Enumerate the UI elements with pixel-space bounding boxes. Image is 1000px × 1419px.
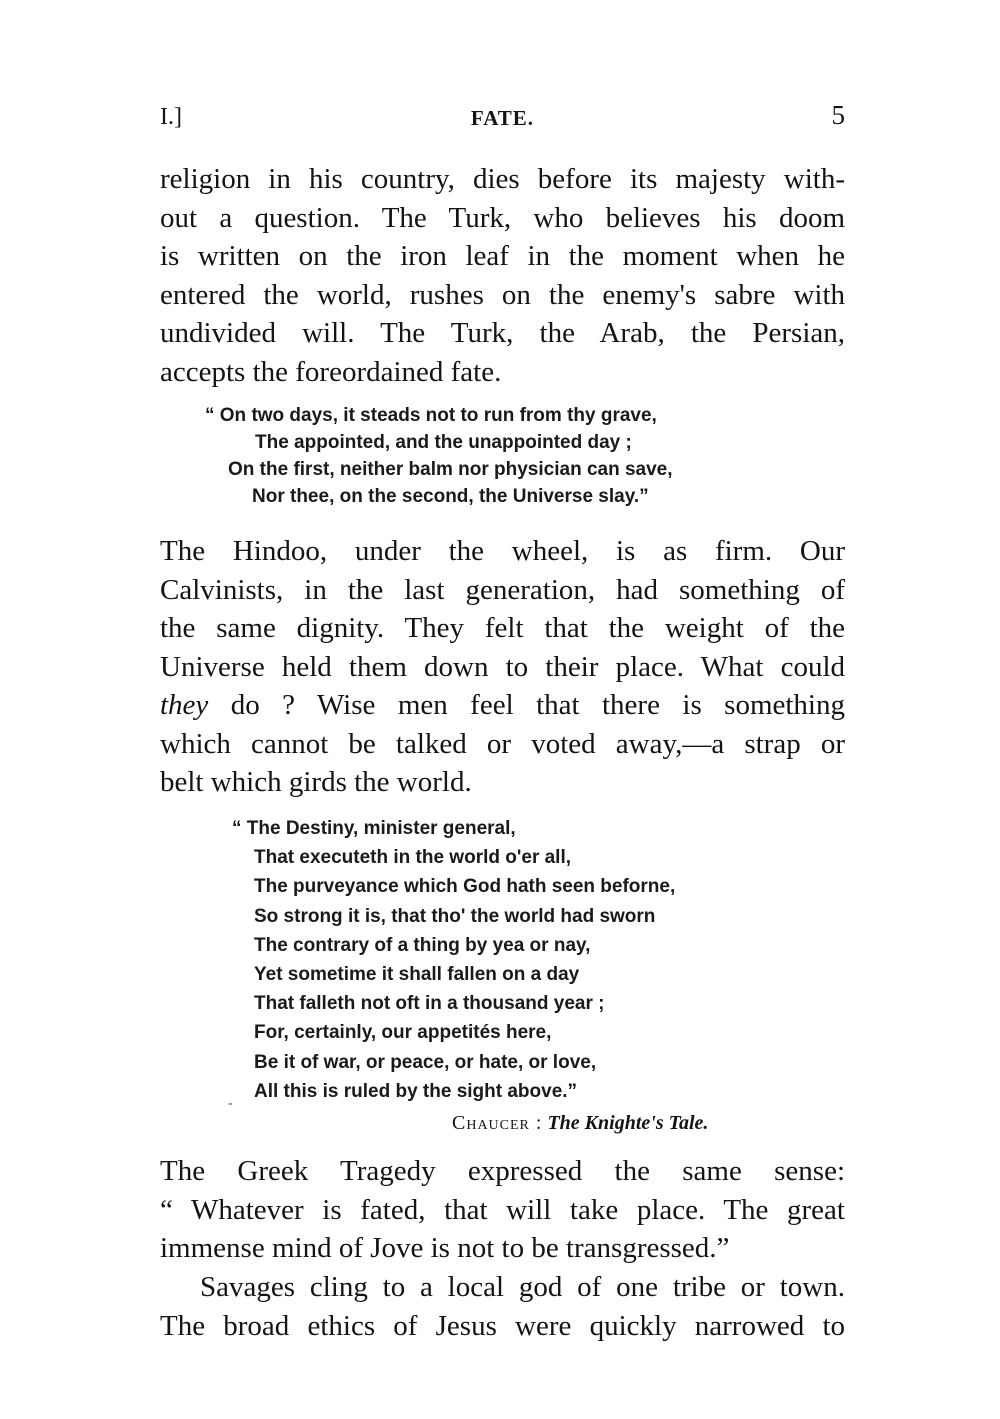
paragraph-2: [160, 532, 845, 802]
verse-line: So strong it is, that tho' the world had sworn: [254, 905, 656, 927]
text-line: the same dignity. They felt that the weight of the: [160, 612, 845, 644]
attribution-author: Chaucer :: [452, 1112, 543, 1134]
verse-line: The contrary of a thing by yea or nay,: [254, 934, 591, 956]
text-line: accepts the foreordained fate.: [160, 355, 502, 388]
text-line: The broad ethics of Jesus were quickly narrowed to: [160, 1309, 845, 1342]
page-number: 5: [831, 100, 845, 130]
text-line: The Greek Tragedy expressed the same sense:: [160, 1155, 845, 1187]
text-line: [160, 686, 845, 725]
verse-line: That falleth not oft in a thousand year ;: [254, 993, 605, 1015]
text-line: immense mind of Jove is not to be transgressed.”: [160, 1232, 730, 1264]
italic-word: they: [160, 689, 209, 721]
verse-line: All this is ruled by the sight above.”: [254, 1080, 578, 1102]
text-line: “ Whatever is fated, that will take place. The great: [160, 1193, 845, 1226]
text-fragment: do ? Wise men feel that there is something: [208, 689, 845, 721]
verse-line: Be it of war, or peace, or hate, or love,: [254, 1051, 597, 1073]
verse-line: “ On two days, it steads not to run from thy grave,: [205, 405, 657, 426]
verse-line: On the first, neither balm nor physician can save,: [228, 459, 673, 480]
verse-line: Nor thee, on the second, the Universe slay.”: [252, 486, 649, 507]
text-line: is written on the iron leaf in the moment when he: [160, 240, 845, 272]
running-title: FATE.: [470, 106, 535, 130]
text-line: Calvinists, in the last generation, had something of: [160, 573, 845, 606]
text-line: out a question. The Turk, who believes his doom: [160, 201, 845, 234]
verse-quote-1: [205, 402, 673, 510]
paragraph-1: [160, 160, 845, 391]
verse-line: Yet sometime it shall fallen on a day: [254, 964, 580, 986]
verse-line: “ The Destiny, minister general,: [232, 818, 516, 839]
verse-line: The purveyance which God hath seen beforne,: [254, 876, 676, 898]
text-line: Savages cling to a local god of one tribe or town.: [200, 1271, 845, 1303]
paragraph-3: [160, 1152, 845, 1268]
text-line: undivided will. The Turk, the Arab, the Persian,: [160, 317, 845, 349]
verse-line: The appointed, and the unappointed day ;: [255, 432, 632, 453]
verse-line: For, certainly, our appetités here,: [254, 1022, 552, 1044]
text-line: Universe held them down to their place. What could: [160, 650, 845, 683]
paragraph-4: [160, 1268, 845, 1345]
text-line: religion in his country, dies before its majesty with-: [160, 163, 845, 195]
text-line: which cannot be talked or voted away,—a strap or: [160, 727, 845, 760]
verse-line: That executeth in the world o'er all,: [254, 847, 572, 869]
text-line: entered the world, rushes on the enemy's sabre with: [160, 278, 845, 311]
running-header: [160, 100, 845, 136]
text-line: The Hindoo, under the wheel, is as firm. Our: [160, 535, 845, 567]
attribution-work: The Knighte's Tale.: [547, 1112, 709, 1134]
chapter-marker: I.]: [160, 104, 182, 130]
verse-quote-2: [232, 814, 675, 1106]
verse-attribution: [452, 1112, 708, 1135]
text-line: belt which girds the world.: [160, 766, 472, 798]
stray-mark: ‐: [228, 1096, 233, 1111]
